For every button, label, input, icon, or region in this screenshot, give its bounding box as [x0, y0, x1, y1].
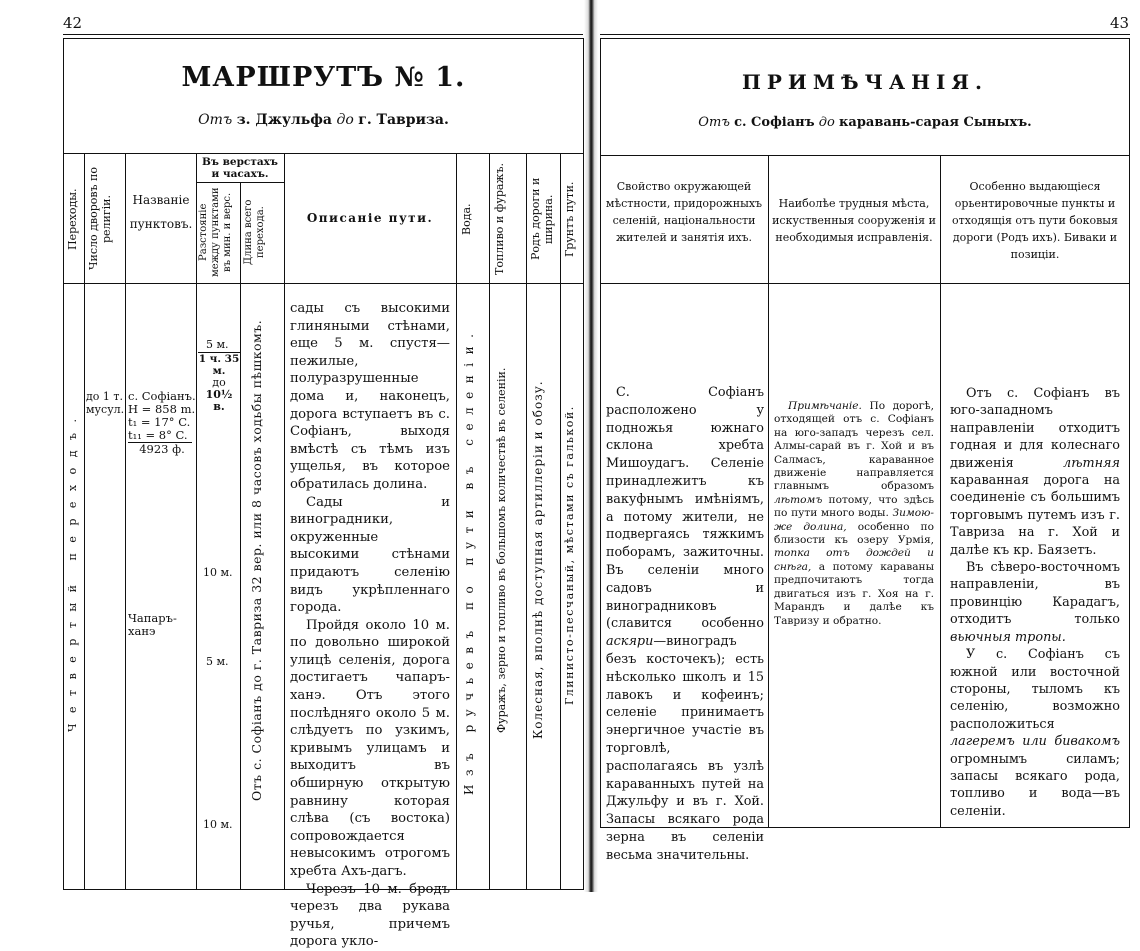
notes-col3-p2-em: вьючныя тропы.: [950, 629, 1066, 645]
right-header-top-rule: [600, 155, 1130, 156]
col-line-2: [125, 153, 126, 890]
col-opisanie: Описаніе пути.: [306, 211, 434, 225]
notes-col3-p1-b: караванная дорога на соединеніе съ большимъ торговымъ путемъ изъ г. Тавриза на г. Хой и далѣе къ кр. Баязетъ.: [950, 473, 1120, 558]
notes-col3-p1-em: лѣтняя: [1063, 455, 1120, 471]
route-description: [290, 300, 450, 951]
dist-2: [198, 352, 240, 413]
notes-col2-text: [774, 400, 934, 628]
col-line-6: [456, 153, 457, 890]
toplivo-text: Фуражъ, зерно и топливо въ большомъ количествѣ въ селеніи.: [495, 367, 508, 733]
col-voda: Вода.: [460, 203, 473, 235]
dist-2-verst: 10½ в.: [205, 388, 233, 413]
col-line-8: [526, 153, 527, 890]
col-line-3: [196, 153, 197, 890]
col-perekhody: Переходы.: [66, 188, 79, 250]
notes-col2-text-a: По дорогѣ, отходящей отъ с. Софіанъ на юго-западъ черезъ сел. Алмы-сарай въ г. Хой и въ Салмасъ, караванное движеніе направляется главнымъ образомъ: [774, 400, 934, 493]
notes-col2-header: Наиболѣе трудныя мѣста, искуственныя сооруженія и необходимыя исправленія.: [772, 197, 936, 244]
notes-col2-text-c: особенно по близости къ озеру Урмія,: [774, 520, 934, 547]
col-line-9: [560, 153, 561, 890]
notes-col3-p1: [950, 385, 1120, 559]
punkt-sofian: [128, 390, 196, 456]
dist-2-time: 1 ч. 35 м.: [198, 353, 240, 377]
col-dvory: Число дворовъ по религіи.: [87, 167, 113, 271]
col-rasstoyanie: Разстояніе между пунктами въ мин. и верс.: [198, 187, 233, 277]
dlina-text: Отъ с. Софіанъ до г. Тавриза 32 вер. или 8 часовъ ходьбы пѣшкомъ.: [249, 319, 264, 801]
col-line-5: [284, 153, 285, 890]
left-header-bottom-rule: [63, 283, 584, 284]
dist-5: 10 м.: [203, 818, 233, 831]
book-gutter: [584, 0, 598, 892]
perekhod-text: Четвертый переходъ.: [66, 408, 79, 732]
notes-col1-text-a: С. Софіанъ расположено у подножья южнаго склона хребта Мишоудагъ. Селеніе принадлежитъ къ вакуфнымъ имѣніямъ, а потому жители, не подвергаясь тяжкимъ поборамъ, зажиточны. Въ селеніи много садовъ и виноградниковъ (славится особенно: [606, 385, 764, 632]
col-dlina: Длина всего перехода.: [243, 199, 266, 265]
notes-col-line-1: [768, 155, 769, 828]
col-verst-group: Въ верстахъ и часахъ.: [202, 156, 278, 180]
notes-col3-p3-b: огромнымъ силамъ; запасы всякаго рода, топливо и вода—въ селеніи.: [950, 751, 1120, 819]
dist-3: 10 м.: [203, 566, 233, 579]
voda-text: Изъ ручьевъ по пути въ селеніи.: [462, 325, 476, 795]
col-grunt: Грунтъ пути.: [563, 181, 576, 257]
col-rod: Родъ дороги и ширина.: [529, 177, 555, 261]
punkt-sofian-feet: 4923 ф.: [139, 442, 185, 456]
left-page-number: 42: [63, 14, 83, 32]
subtitle-from: з. Джульфа: [236, 112, 333, 128]
notes-col3-text: [950, 385, 1120, 820]
punkt-sofian-height: H = 858 m.: [128, 402, 196, 416]
notes-col2-text-b: потому, что здѣсь по пути много воды.: [774, 493, 934, 520]
dist-4: 5 м.: [206, 655, 229, 668]
route-description-p2: Сады и виноградники, окруженные высокими стѣнами придаютъ селенію видъ укрѣпленнаго города.: [290, 494, 450, 616]
col-toplivo: Топливо и фуражъ.: [493, 162, 506, 276]
notes-col1-header: Свойство окружающей мѣстности, придорожныхъ селеній, національности жителей и занятія ихъ.: [605, 180, 763, 244]
route-title: МАРШРУТЪ № 1.: [181, 62, 466, 93]
notes-col-line-2: [940, 155, 941, 828]
route-subtitle: [63, 112, 584, 128]
right-top-rule: [600, 34, 1130, 35]
notes-col2-em-a: лѣтомъ: [774, 493, 823, 506]
notes-col2-em-b: Зимою-же долина,: [774, 507, 935, 533]
notes-col3-p3-em: лагеремъ или бивакомъ: [950, 734, 1120, 750]
notes-col2-text-d: а потому караваны предпочитаютъ тогда двигаться изъ г. Хоя на г. Марандъ и далѣе къ Тавризу и обратно.: [774, 560, 934, 627]
notes-col2-em-c: топка отъ дождей и снѣга,: [774, 547, 934, 573]
notes-title: ПРИМѢЧАНІЯ.: [742, 70, 988, 94]
notes-col3-p2-a: Въ сѣверо-восточномъ направленіи, въ провинцію Карадагъ, отходитъ только: [950, 560, 1120, 628]
rod-text: Колесная, вполнѣ доступная артиллеріи и обозу.: [531, 380, 545, 740]
notes-col3-p1-a: Отъ с. Софіанъ въ юго-западномъ направленіи отходитъ годная и для колеснаго движенія: [950, 386, 1120, 471]
route-description-p4: Черезъ 10 м. бродъ черезъ два рукава ручья, причемъ дорога укло-: [290, 881, 450, 950]
notes-subtitle-from: с. Софіанъ: [734, 115, 815, 130]
notes-col3-header: Особенно выдающіеся орьентировочные пункты и отходящія отъ пути боковыя дороги (Родъ ихъ). Биваки и позиціи.: [952, 180, 1118, 261]
notes-subtitle: [600, 115, 1130, 130]
dist-2-to: до: [212, 376, 226, 389]
subtitle-do: до: [336, 112, 354, 128]
punkt-chapar-khane: Чапаръ-ханэ: [128, 611, 177, 638]
col-line-4: [240, 182, 241, 890]
col-line-1: [84, 153, 85, 890]
notes-col1-text: [606, 384, 764, 865]
dvory-value: до 1 т. мусул.: [86, 390, 125, 416]
col-line-7: [489, 153, 490, 890]
notes-col3-p2: [950, 559, 1120, 646]
notes-subtitle-do: до: [818, 115, 835, 130]
notes-col3-p3: [950, 646, 1120, 820]
punkt-sofian-temp1: t₁ = 17° C.: [128, 415, 191, 429]
subtitle-ot: Отъ: [198, 112, 233, 128]
notes-col1-em: аскяри: [606, 634, 654, 650]
left-header-top-rule: [63, 153, 584, 154]
punkt-sofian-temp2: t₁₁ = 8° C.: [128, 429, 192, 443]
dist-1: 5 м.: [206, 338, 229, 351]
notes-col1-text-b: —виноградъ безъ косточекъ); есть нѣсколько школъ и 15 лавокъ и кофеинъ; селеніе принимаетъ энергичное участіе въ торговлѣ, располагаясь въ узлѣ караванныхъ путей на Джульфу и въ г. Хой. Запасы всякаго рода зерна въ селеніи весьма значительны.: [606, 634, 764, 863]
route-description-p1: сады съ высокими глиняными стѣнами, еще 5 м. спустя—пежилые, полуразрушенные дома и, наконецъ, дорога вступаетъ въ с. Софіанъ, выходя вмѣстѣ съ тѣмъ изъ ущелья, въ которое обратилась долина.: [290, 301, 450, 492]
notes-subtitle-ot: Отъ: [698, 115, 730, 130]
route-description-p3: Пройдя около 10 м. по довольно широкой улицѣ селенія, дорога достигаетъ чапаръ-ханэ. Отъ этого послѣдняго около 5 м. слѣдуетъ по узкимъ, кривымъ улицамъ и выходитъ въ обширную открытую равнину которая слѣва (съ востока) сопровождается невысокимъ отрогомъ хребта Ахъ-дагъ.: [290, 617, 450, 879]
right-page-number: 43: [1110, 14, 1130, 32]
subtitle-to: г. Тавриза.: [358, 112, 449, 128]
punkt-sofian-name: с. Софіанъ.: [128, 389, 196, 403]
col-nazvanie: Названіе пунктовъ.: [129, 193, 193, 231]
left-top-rule: [63, 34, 583, 35]
notes-subtitle-to: каравань-сарая Сыныхъ.: [839, 115, 1032, 130]
right-header-bottom-rule: [600, 283, 1130, 284]
grunt-text: Глинисто-песчаный, мѣстами съ галькой.: [563, 405, 576, 705]
notes-col3-p3-a: У с. Софіанъ съ южной или восточной стороны, тыломъ къ селенію, возможно расположиться: [950, 647, 1120, 732]
notes-col2-label: Примѣчаніе.: [788, 400, 862, 412]
